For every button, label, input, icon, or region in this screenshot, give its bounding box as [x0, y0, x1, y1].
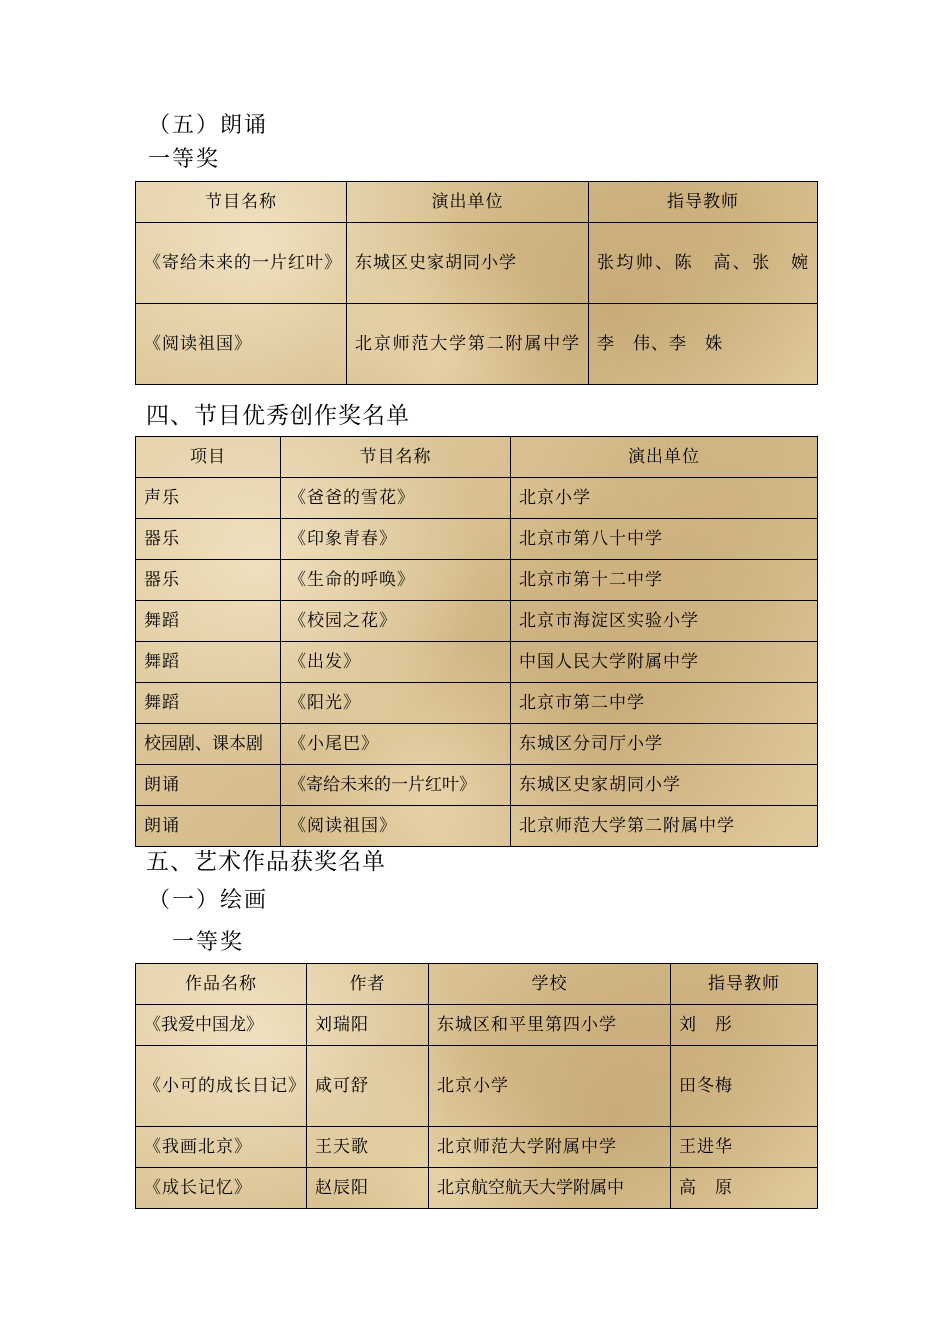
recitation-table — [135, 181, 818, 385]
header-cell: 项目 — [136, 437, 281, 478]
table-cell: 李 伟、李 姝 — [589, 304, 818, 385]
painting-table — [135, 963, 818, 1209]
table-cell: 刘 彤 — [671, 1005, 818, 1046]
table-cell: 《我爱中国龙》 — [136, 1005, 307, 1046]
table-cell: 《我画北京》 — [136, 1127, 307, 1168]
table-cell: 北京小学 — [429, 1046, 671, 1127]
table-row — [136, 519, 818, 560]
table-cell: 《小可的成长日记》 — [136, 1046, 307, 1127]
table-cell: 《校园之花》 — [281, 601, 511, 642]
artworks-heading: 五、艺术作品获奖名单 — [146, 849, 386, 875]
table-header-row — [136, 437, 818, 478]
table-row — [136, 1127, 818, 1168]
header-cell: 学校 — [429, 964, 671, 1005]
creation-award-table — [135, 436, 818, 847]
table-cell: 北京市海淀区实验小学 — [511, 601, 818, 642]
table-row — [136, 1168, 818, 1209]
table-row — [136, 223, 818, 304]
table-cell: 王进华 — [671, 1127, 818, 1168]
table-cell: 舞蹈 — [136, 601, 281, 642]
table-cell: 张均帅、陈 高、张 婉 — [589, 223, 818, 304]
table-cell: 《寄给未来的一片红叶》 — [136, 223, 347, 304]
table-cell: 北京航空航天大学附属中 — [429, 1168, 671, 1209]
table-cell: 王天歌 — [307, 1127, 429, 1168]
table-cell: 朗诵 — [136, 765, 281, 806]
table-row — [136, 1005, 818, 1046]
table-cell: 赵辰阳 — [307, 1168, 429, 1209]
header-cell: 指导教师 — [589, 182, 818, 223]
recitation-heading: （五）朗诵 — [148, 113, 269, 138]
table-cell: 舞蹈 — [136, 642, 281, 683]
table-cell: 《阅读祖国》 — [281, 806, 511, 847]
table-cell: 《阳光》 — [281, 683, 511, 724]
table-cell: 东城区史家胡同小学 — [347, 223, 589, 304]
table-cell: 刘瑞阳 — [307, 1005, 429, 1046]
table-header-row — [136, 964, 818, 1005]
table-cell: 校园剧、课本剧 — [136, 724, 281, 765]
table-cell: 东城区和平里第四小学 — [429, 1005, 671, 1046]
table-cell: 舞蹈 — [136, 683, 281, 724]
painting-subheading: （一）绘画 — [148, 888, 269, 913]
table-cell: 《成长记忆》 — [136, 1168, 307, 1209]
table-row — [136, 806, 818, 847]
recitation-prize-label: 一等奖 — [148, 147, 221, 172]
table-cell: 《印象青春》 — [281, 519, 511, 560]
table-cell: 《生命的呼唤》 — [281, 560, 511, 601]
header-cell: 节目名称 — [281, 437, 511, 478]
table-cell: 《出发》 — [281, 642, 511, 683]
table-cell: 田冬梅 — [671, 1046, 818, 1127]
table-cell: 北京师范大学第二附属中学 — [511, 806, 818, 847]
table-row — [136, 683, 818, 724]
table-row — [136, 724, 818, 765]
table-cell: 器乐 — [136, 560, 281, 601]
table-row — [136, 304, 818, 385]
table-cell: 东城区史家胡同小学 — [511, 765, 818, 806]
table-cell: 北京师范大学第二附属中学 — [347, 304, 589, 385]
table-row — [136, 642, 818, 683]
table-cell: 《小尾巴》 — [281, 724, 511, 765]
table-header-row — [136, 182, 818, 223]
table-row — [136, 560, 818, 601]
creation-award-heading: 四、节目优秀创作奖名单 — [146, 403, 410, 429]
header-cell: 演出单位 — [511, 437, 818, 478]
table-cell: 北京市第十二中学 — [511, 560, 818, 601]
table-cell: 北京市第八十中学 — [511, 519, 818, 560]
painting-prize-label: 一等奖 — [172, 930, 245, 955]
table-cell: 《阅读祖国》 — [136, 304, 347, 385]
table-cell: 器乐 — [136, 519, 281, 560]
table-cell: 《爸爸的雪花》 — [281, 478, 511, 519]
table-cell: 东城区分司厅小学 — [511, 724, 818, 765]
table-cell: 北京小学 — [511, 478, 818, 519]
table-cell: 高 原 — [671, 1168, 818, 1209]
table-cell: 《寄给未来的一片红叶》 — [281, 765, 511, 806]
table-cell: 朗诵 — [136, 806, 281, 847]
header-cell: 作者 — [307, 964, 429, 1005]
table-cell: 北京师范大学附属中学 — [429, 1127, 671, 1168]
table-row — [136, 765, 818, 806]
header-cell: 指导教师 — [671, 964, 818, 1005]
table-row — [136, 601, 818, 642]
header-cell: 作品名称 — [136, 964, 307, 1005]
table-cell: 声乐 — [136, 478, 281, 519]
header-cell: 演出单位 — [347, 182, 589, 223]
table-row — [136, 1046, 818, 1127]
header-cell: 节目名称 — [136, 182, 347, 223]
table-cell: 中国人民大学附属中学 — [511, 642, 818, 683]
table-cell: 咸可舒 — [307, 1046, 429, 1127]
table-row — [136, 478, 818, 519]
table-cell: 北京市第二中学 — [511, 683, 818, 724]
